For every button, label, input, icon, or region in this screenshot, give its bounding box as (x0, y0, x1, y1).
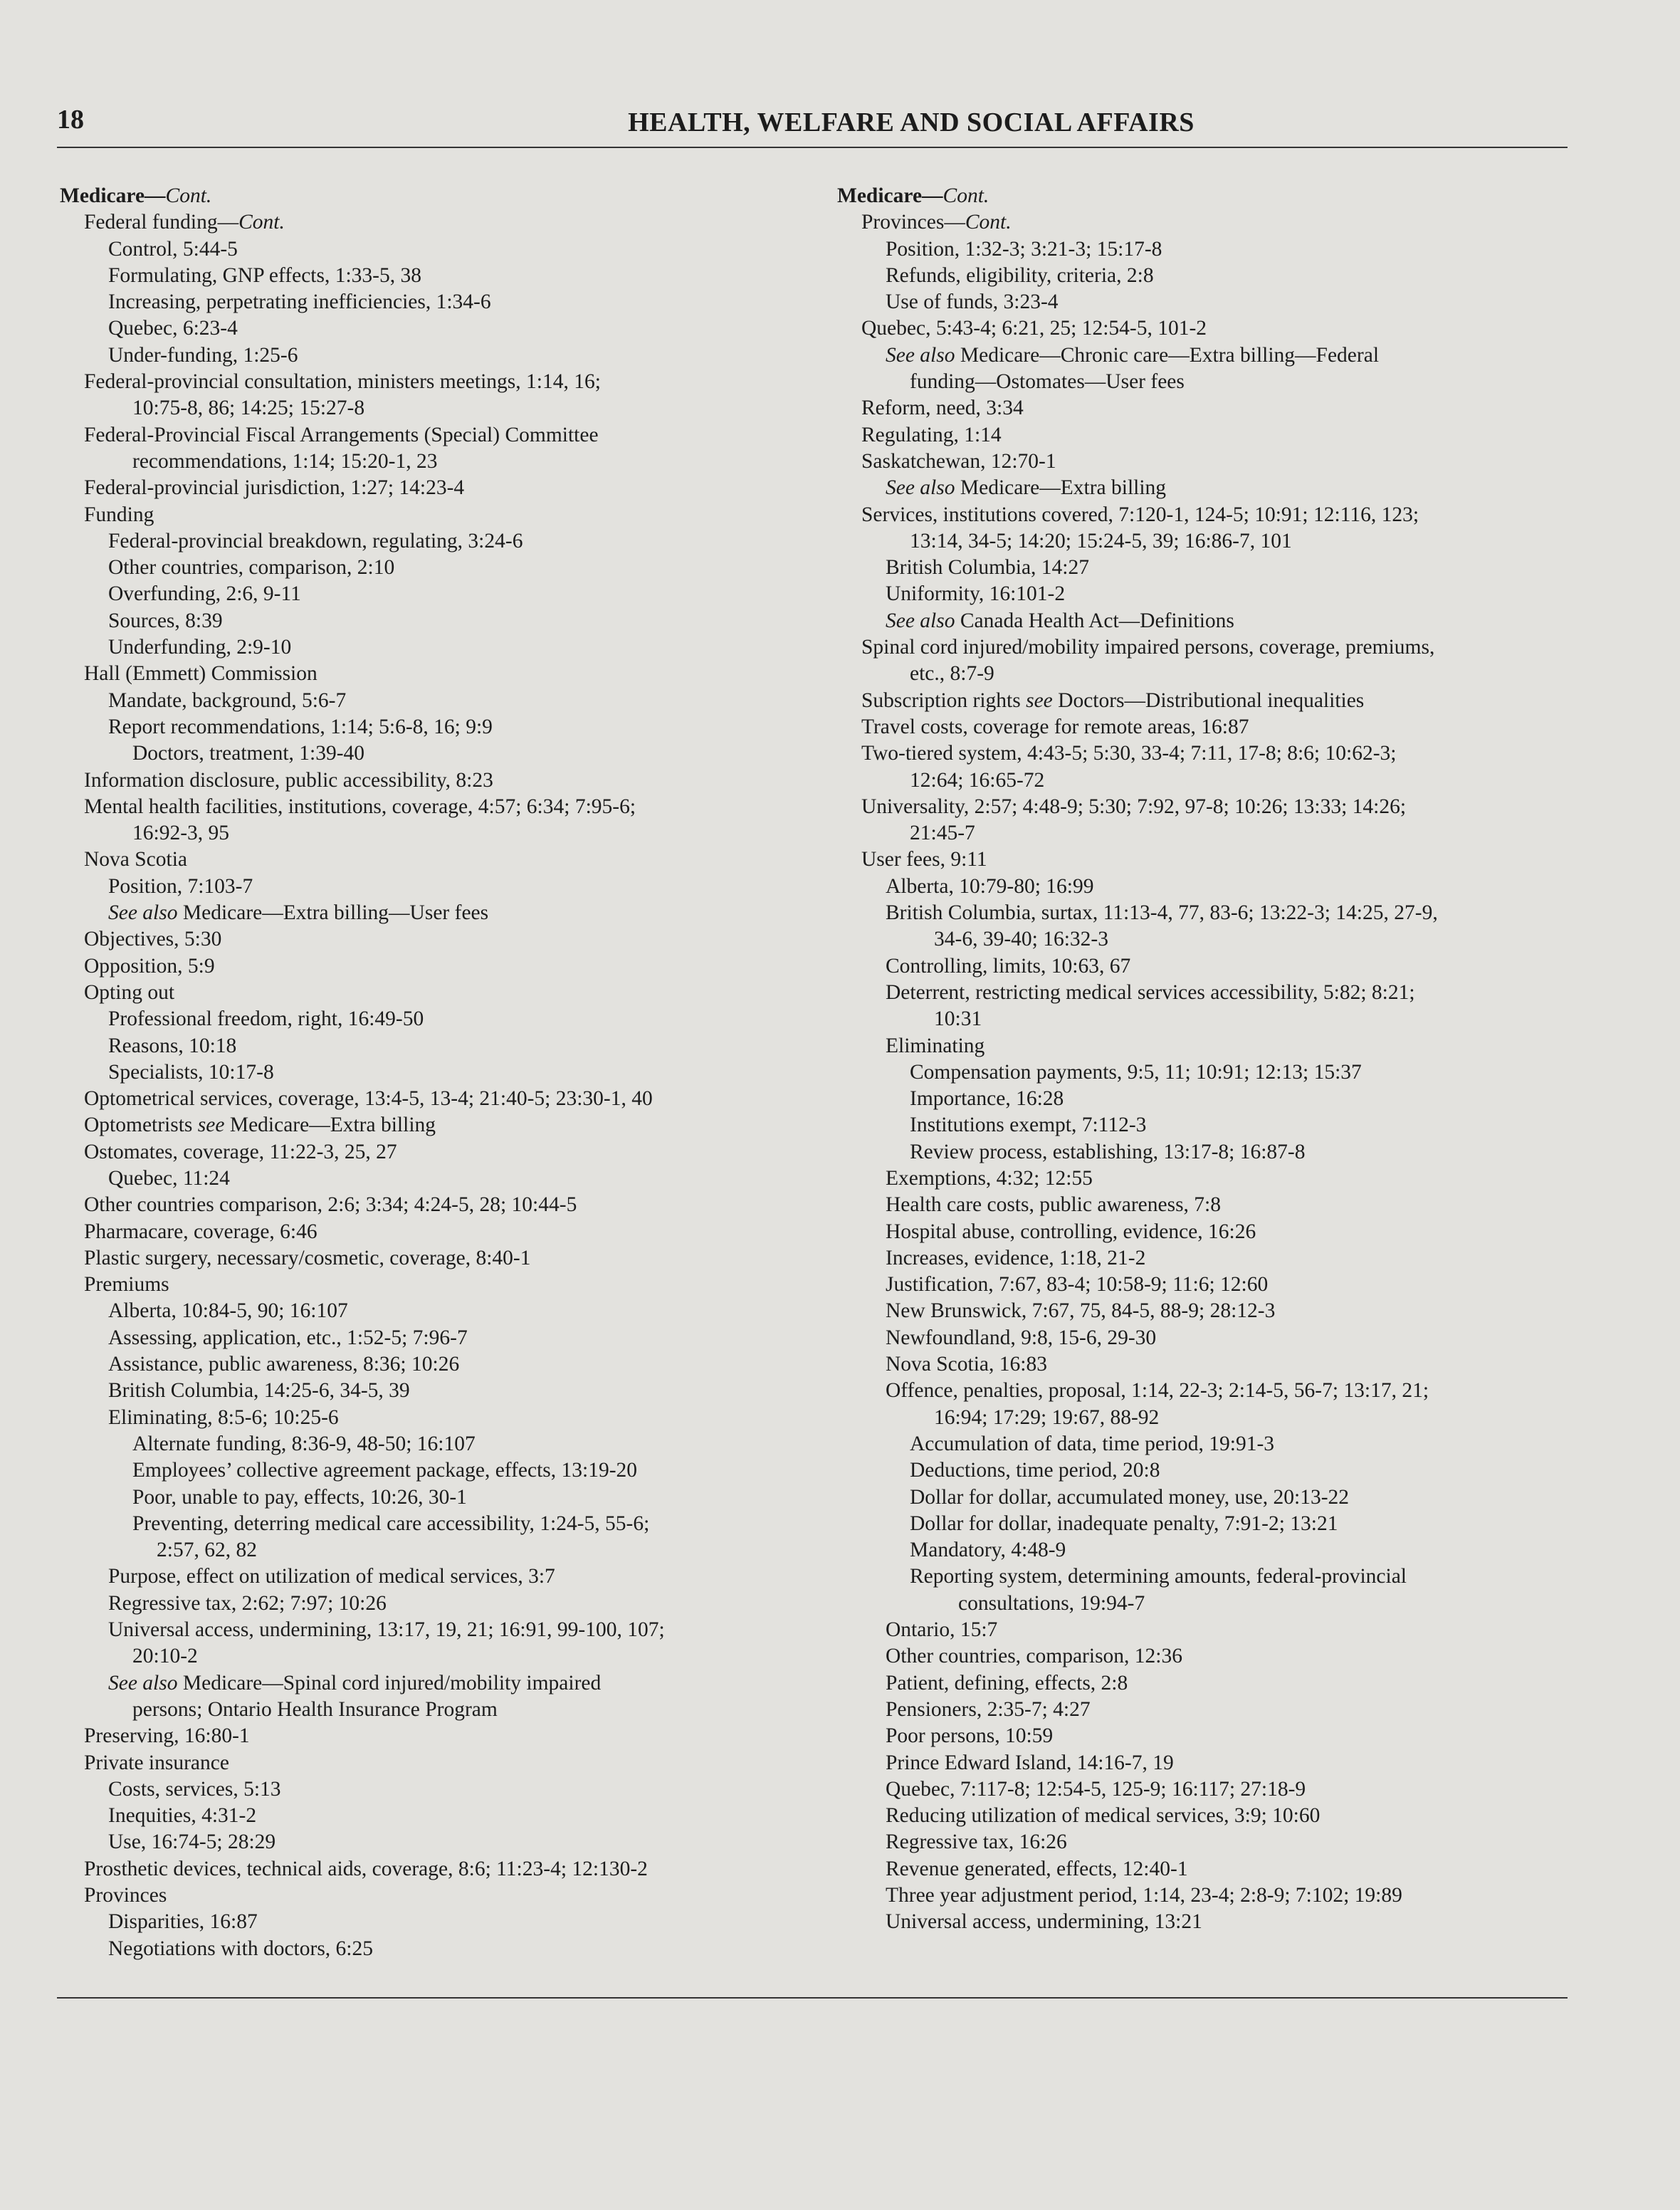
index-entry-text: Reasons, 10:18 (108, 1034, 237, 1057)
index-entry-text: Objectives, 5:30 (84, 928, 222, 951)
index-entry (60, 1617, 821, 1643)
index-entry (60, 794, 821, 820)
index-entry (60, 1431, 821, 1457)
index-entry (60, 1245, 821, 1272)
index-entry-text: Medicare—Extra billing (955, 476, 1167, 500)
index-entry-text: Federal funding— (84, 211, 239, 234)
index-entry (837, 1325, 1570, 1351)
index-entry (60, 555, 821, 581)
index-entry (837, 1219, 1570, 1245)
index-entry (837, 1351, 1570, 1378)
index-entry-text: Increasing, perpetrating inefficiencies, 1:34-6 (108, 290, 491, 314)
index-entry-text: Mandatory, 4:48-9 (910, 1539, 1066, 1562)
index-entry-text: Poor persons, 10:59 (886, 1724, 1054, 1748)
index-entry-text: User fees, 9:11 (861, 848, 987, 871)
index-entry (60, 342, 821, 369)
index-entry (837, 1139, 1570, 1166)
index-entry-text: Opposition, 5:9 (84, 954, 215, 978)
index-entry-text: Other countries, comparison, 12:36 (886, 1645, 1183, 1668)
index-entry-text: Reporting system, determining amounts, federal-provincial (910, 1565, 1407, 1588)
index-entry (837, 1697, 1570, 1723)
index-entry-text: Alberta, 10:79-80; 16:99 (886, 874, 1094, 898)
index-entry-text: Canada Health Act—Definitions (955, 609, 1234, 632)
index-entry (60, 1670, 821, 1697)
index-entry-text: Formulating, GNP effects, 1:33-5, 38 (108, 263, 421, 287)
index-entry-text: Universal access, undermining, 13:17, 19, 21; 16:91, 99-100, 107; (108, 1618, 665, 1642)
index-entry-text: Under-funding, 1:25-6 (108, 343, 298, 367)
index-entry-text: Position, 1:32-3; 3:21-3; 15:17-8 (886, 237, 1162, 261)
index-entry-text: Medicare—Chronic care—Extra billing—Federal (955, 343, 1380, 367)
index-entry-text: consultations, 19:94-7 (958, 1591, 1145, 1615)
index-entry-text: Patient, defining, effects, 2:8 (886, 1671, 1128, 1695)
index-column-right (837, 183, 1570, 1936)
index-entry (837, 236, 1570, 263)
index-entry-text: Professional freedom, right, 16:49-50 (108, 1007, 424, 1031)
index-entry-text: Universality, 2:57; 4:48-9; 5:30; 7:92, 97-8; 10:26; 13:33; 14:26; (861, 795, 1407, 818)
index-entry-text: Ostomates, coverage, 11:22-3, 25, 27 (84, 1140, 397, 1163)
index-entry (60, 1033, 821, 1059)
index-entry (837, 369, 1570, 395)
index-entry-text: Refunds, eligibility, criteria, 2:8 (886, 263, 1154, 287)
index-entry (60, 1750, 821, 1776)
index-entry-text: Eliminating, 8:5-6; 10:25-6 (108, 1405, 339, 1429)
index-entry (60, 980, 821, 1006)
index-entry (837, 1405, 1570, 1431)
index-entry-text: Report recommendations, 1:14; 5:6-8, 16; 9:9 (108, 715, 493, 738)
index-entry-text: Uniformity, 16:101-2 (886, 582, 1066, 606)
index-entry (60, 1139, 821, 1166)
index-entry (60, 1405, 821, 1431)
index-entry (837, 1511, 1570, 1537)
index-heading (837, 183, 1570, 209)
index-entry-text: Assistance, public awareness, 8:36; 10:26 (108, 1353, 460, 1376)
index-entry-text: Disparities, 16:87 (108, 1910, 258, 1934)
index-entry-text: Premiums (84, 1273, 169, 1297)
index-entry (60, 1112, 821, 1138)
index-entry (60, 1166, 821, 1192)
index-entry-bold: Medicare (837, 184, 923, 207)
index-entry-text: Travel costs, coverage for remote areas, 16:87 (861, 715, 1249, 738)
index-entry (60, 528, 821, 555)
index-entry-text: Other countries, comparison, 2:10 (108, 556, 395, 580)
index-entry-text: Preventing, deterring medical care accessibility, 1:24-5, 55-6; (132, 1512, 650, 1535)
index-entry-text: Doctors—Distributional inequalities (1052, 688, 1365, 712)
index-entry (837, 1378, 1570, 1404)
index-entry (60, 953, 821, 980)
index-entry-text: 34-6, 39-40; 16:32-3 (934, 928, 1108, 951)
index-entry-text: Costs, services, 5:13 (108, 1777, 281, 1801)
index-entry-text: Assessing, application, etc., 1:52-5; 7:96-7 (108, 1326, 468, 1349)
index-entry (60, 475, 821, 501)
index-entry (60, 1591, 821, 1617)
index-entry-text: Medicare—Extra billing (224, 1114, 436, 1137)
index-entry (60, 1803, 821, 1829)
index-heading (60, 183, 821, 209)
index-entry-text: Quebec, 11:24 (108, 1166, 230, 1190)
index-entry-text: Offence, penalties, proposal, 1:14, 22-3; 2:14-5, 56-7; 13:17, 21; (886, 1379, 1429, 1403)
index-entry-text: Eliminating (886, 1034, 985, 1057)
index-entry (837, 395, 1570, 421)
index-entry (60, 1351, 821, 1378)
index-entry-text: Institutions exempt, 7:112-3 (910, 1114, 1147, 1137)
index-entry-text: Revenue generated, effects, 12:40-1 (886, 1857, 1188, 1880)
index-entry-text: Other countries comparison, 2:6; 3:34; 4:24-5, 28; 10:44-5 (84, 1193, 577, 1217)
index-entry-text: Two-tiered system, 4:43-5; 5:30, 33-4; 7:11, 17-8; 8:6; 10:62-3; (861, 742, 1397, 765)
index-entry (837, 1484, 1570, 1511)
index-entry-text: 12:64; 16:65-72 (910, 768, 1045, 792)
index-entry-text: Sources, 8:39 (108, 609, 223, 632)
index-entry (837, 555, 1570, 581)
index-entry-text: Nova Scotia, 16:83 (886, 1353, 1047, 1376)
index-entry (60, 900, 821, 926)
index-entry (60, 236, 821, 263)
index-entry (60, 1192, 821, 1218)
index-entry-text: Position, 7:103-7 (108, 874, 253, 898)
index-entry-text: Alberta, 10:84-5, 90; 16:107 (108, 1299, 348, 1323)
index-entry-italic: see (1026, 688, 1053, 712)
running-head: HEALTH, WELFARE AND SOCIAL AFFAIRS (628, 108, 1195, 137)
index-entry-text: Reform, need, 3:34 (861, 397, 1024, 420)
index-entry (60, 1059, 821, 1086)
index-entry (837, 209, 1570, 236)
index-entry-text: Poor, unable to pay, effects, 10:26, 30-1 (132, 1485, 467, 1509)
index-entry (60, 740, 821, 767)
index-entry-text: Regressive tax, 16:26 (886, 1831, 1067, 1854)
index-entry (60, 1829, 821, 1855)
index-entry-text: New Brunswick, 7:67, 75, 84-5, 88-9; 28:12-3 (886, 1299, 1276, 1323)
index-entry (837, 528, 1570, 555)
index-entry-text: Optometrists (84, 1114, 198, 1137)
index-entry (837, 263, 1570, 289)
index-entry (60, 1882, 821, 1909)
index-entry (837, 422, 1570, 449)
index-entry-text: Federal-provincial consultation, ministers meetings, 1:14, 16; (84, 370, 601, 394)
index-entry-text: Newfoundland, 9:8, 15-6, 29-30 (886, 1326, 1157, 1349)
index-entry (60, 1086, 821, 1112)
index-entry (837, 900, 1570, 926)
index-entry (837, 502, 1570, 528)
index-entry (837, 874, 1570, 900)
index-entry-italic: see (197, 1114, 225, 1137)
index-entry-text: Alternate funding, 8:36-9, 48-50; 16:107 (132, 1432, 476, 1455)
index-entry (60, 847, 821, 873)
index-entry-text: 16:94; 17:29; 19:67, 88-92 (934, 1405, 1160, 1429)
index-entry-text: 13:14, 34-5; 14:20; 15:24-5, 39; 16:86-7, 101 (910, 529, 1292, 552)
index-entry-italic: Cont. (238, 211, 285, 234)
index-entry-text: Control, 5:44-5 (108, 237, 238, 261)
footer-rule (57, 1997, 1568, 1999)
index-entry-text: Prosthetic devices, technical aids, coverage, 8:6; 11:23-4; 12:130-2 (84, 1857, 648, 1880)
index-entry (837, 581, 1570, 607)
index-entry-italic: Cont. (965, 211, 1012, 234)
index-entry (60, 1936, 821, 1962)
index-entry (60, 1511, 821, 1537)
index-entry-text: Medicare—Extra billing—User fees (177, 901, 489, 925)
index-entry (60, 661, 821, 687)
index-entry (60, 608, 821, 634)
index-entry (837, 289, 1570, 315)
index-entry-text: Regulating, 1:14 (861, 423, 1002, 446)
index-entry-text: Federal-provincial jurisdiction, 1:27; 14:23-4 (84, 476, 465, 500)
index-entry (837, 1723, 1570, 1749)
index-entry (837, 1643, 1570, 1670)
index-entry-text: British Columbia, surtax, 11:13-4, 77, 83-6; 13:22-3; 14:25, 27-9, (886, 901, 1438, 925)
index-entry-text: Increases, evidence, 1:18, 21-2 (886, 1246, 1146, 1269)
index-entry (837, 1564, 1570, 1590)
index-entry-text: Mental health facilities, institutions, coverage, 4:57; 6:34; 7:95-6; (84, 795, 636, 818)
index-entry-text: Overfunding, 2:6, 9-11 (108, 582, 301, 606)
index-entry (60, 263, 821, 289)
index-entry-text: Compensation payments, 9:5, 11; 10:91; 12:13; 15:37 (910, 1060, 1362, 1084)
index-entry (60, 1006, 821, 1032)
index-entry-text: Exemptions, 4:32; 12:55 (886, 1166, 1093, 1190)
index-entry (60, 1537, 821, 1564)
index-entry-text: Specialists, 10:17-8 (108, 1060, 274, 1084)
index-entry-text: Justification, 7:67, 83-4; 10:58-9; 11:6; 12:60 (886, 1273, 1269, 1297)
index-entry (60, 926, 821, 953)
index-entry-text: Hospital abuse, controlling, evidence, 16:26 (886, 1220, 1256, 1243)
index-entry-text: Three year adjustment period, 1:14, 23-4; 2:8-9; 7:102; 19:89 (886, 1884, 1402, 1907)
index-entry (837, 768, 1570, 794)
index-entry-text: Use, 16:74-5; 28:29 (108, 1831, 276, 1854)
index-entry (837, 1856, 1570, 1882)
index-entry (837, 980, 1570, 1006)
index-entry (60, 502, 821, 528)
index-entry-text: Universal access, undermining, 13:21 (886, 1910, 1202, 1934)
index-entry-text: British Columbia, 14:25-6, 34-5, 39 (108, 1379, 410, 1403)
page-number: 18 (57, 105, 84, 135)
index-entry-text: Health care costs, public awareness, 7:8 (886, 1193, 1222, 1217)
index-entry (60, 1272, 821, 1298)
index-entry (60, 395, 821, 421)
index-entry-text: Saskatchewan, 12:70-1 (861, 449, 1056, 473)
index-entry-text: Preserving, 16:80-1 (84, 1724, 250, 1748)
index-entry (837, 1272, 1570, 1298)
index-entry-italic: See also (886, 343, 955, 367)
index-entry (60, 1325, 821, 1351)
index-entry (60, 581, 821, 607)
index-entry-italic: Cont. (943, 184, 989, 207)
index-entry (837, 1803, 1570, 1829)
index-entry-text: 10:31 (934, 1007, 982, 1031)
index-entry-text: Deterrent, restricting medical services accessibility, 5:82; 8:21; (886, 980, 1415, 1004)
index-entry-italic: See also (886, 476, 955, 500)
index-entry (60, 369, 821, 395)
index-entry-text: Services, institutions covered, 7:120-1, 124-5; 10:91; 12:116, 123; (861, 503, 1419, 526)
index-entry-text: Reducing utilization of medical services, 3:9; 10:60 (886, 1804, 1321, 1828)
index-entry (60, 1219, 821, 1245)
index-entry-text: 20:10-2 (132, 1645, 198, 1668)
index-entry-text: Prince Edward Island, 14:16-7, 19 (886, 1751, 1174, 1774)
index-entry (60, 1776, 821, 1803)
index-entry-text: Quebec, 5:43-4; 6:21, 25; 12:54-5, 101-2 (861, 317, 1207, 340)
index-entry-text: Provinces (84, 1884, 167, 1907)
index-entry-text: Mandate, background, 5:6-7 (108, 688, 347, 712)
index-entry-text: Employees’ collective agreement package, effects, 13:19-20 (132, 1459, 638, 1482)
index-entry (837, 1909, 1570, 1935)
index-entry-text: Review process, establishing, 13:17-8; 16:87-8 (910, 1140, 1306, 1163)
index-entry (60, 1298, 821, 1324)
index-entry (837, 820, 1570, 847)
index-entry (837, 1670, 1570, 1697)
index-entry-text: Dollar for dollar, inadequate penalty, 7:91-2; 13:21 (910, 1512, 1338, 1535)
index-entry (60, 874, 821, 900)
index-entry-text: Deductions, time period, 20:8 (910, 1459, 1160, 1482)
index-entry-text: Spinal cord injured/mobility impaired persons, coverage, premiums, (861, 636, 1435, 659)
index-entry-text: Controlling, limits, 10:63, 67 (886, 954, 1131, 978)
index-entry-text: 2:57, 62, 82 (157, 1539, 257, 1562)
index-entry (837, 1882, 1570, 1909)
index-entry-text: Underfunding, 2:9-10 (108, 636, 292, 659)
index-entry (837, 1298, 1570, 1324)
index-entry-text: Regressive tax, 2:62; 7:97; 10:26 (108, 1591, 387, 1615)
index-entry (837, 1617, 1570, 1643)
index-entry (60, 289, 821, 315)
index-entry-italic: See also (886, 609, 955, 632)
index-entry-text: Opting out (84, 980, 175, 1004)
index-entry-text: funding—Ostomates—User fees (910, 370, 1185, 394)
index-entry (60, 714, 821, 740)
index-entry (837, 1750, 1570, 1776)
index-entry (837, 449, 1570, 475)
index-entry (60, 449, 821, 475)
index-entry-italic: Cont. (165, 184, 212, 207)
index-entry-text: Negotiations with doctors, 6:25 (108, 1937, 373, 1960)
index-entry (837, 1431, 1570, 1457)
index-entry (837, 740, 1570, 767)
index-entry (837, 1006, 1570, 1032)
index-column-left (60, 183, 821, 1962)
index-entry (60, 820, 821, 847)
index-entry (60, 1484, 821, 1511)
index-entry-text: Quebec, 7:117-8; 12:54-5, 125-9; 16:117; 27:18-9 (886, 1777, 1306, 1801)
index-entry (60, 1643, 821, 1670)
index-entry-text: Federal-provincial breakdown, regulating, 3:24-6 (108, 529, 523, 552)
index-entry (837, 1112, 1570, 1138)
index-entry-text: Use of funds, 3:23-4 (886, 290, 1059, 314)
index-entry (60, 1564, 821, 1590)
index-entry-text: Inequities, 4:31-2 (108, 1804, 257, 1828)
index-entry-text: Quebec, 6:23-4 (108, 317, 238, 340)
index-entry-bold: — (145, 184, 166, 207)
index-entry-text: Importance, 16:28 (910, 1087, 1064, 1111)
index-entry-bold: — (922, 184, 943, 207)
index-entry (837, 315, 1570, 342)
index-entry (60, 1856, 821, 1882)
index-entry (837, 1591, 1570, 1617)
index-entry (837, 1033, 1570, 1059)
index-entry-text: Pensioners, 2:35-7; 4:27 (886, 1697, 1091, 1721)
index-entry-text: Private insurance (84, 1751, 229, 1774)
index-entry (837, 1086, 1570, 1112)
index-entry-text: Subscription rights (861, 688, 1027, 712)
index-entry (60, 1378, 821, 1404)
index-entry (60, 209, 821, 236)
index-entry (837, 1829, 1570, 1855)
index-entry-text: Federal-Provincial Fiscal Arrangements (Special) Committee (84, 423, 599, 446)
index-entry (837, 847, 1570, 873)
index-entry-text: 10:75-8, 86; 14:25; 15:27-8 (132, 397, 365, 420)
index-entry (60, 422, 821, 449)
index-entry-text: Medicare—Spinal cord injured/mobility impaired (177, 1671, 602, 1695)
index-entry-text: Nova Scotia (84, 848, 188, 871)
index-entry-text: Plastic surgery, necessary/cosmetic, coverage, 8:40-1 (84, 1246, 531, 1269)
index-entry-text: Dollar for dollar, accumulated money, use, 20:13-22 (910, 1485, 1350, 1509)
index-entry-text: Purpose, effect on utilization of medical services, 3:7 (108, 1565, 555, 1588)
index-entry (837, 1192, 1570, 1218)
index-entry (837, 342, 1570, 369)
index-entry-italic: See also (108, 901, 178, 925)
index-entry (837, 1776, 1570, 1803)
index-entry (837, 794, 1570, 820)
index-entry-text: Provinces— (861, 211, 965, 234)
index-entry-text: Funding (84, 503, 154, 526)
index-entry-text: Ontario, 15:7 (886, 1618, 998, 1642)
index-entry-text: etc., 8:7-9 (910, 662, 994, 686)
index-entry (837, 953, 1570, 980)
index-entry (837, 926, 1570, 953)
index-entry-bold: Medicare (60, 184, 145, 207)
index-entry (837, 475, 1570, 501)
index-entry-italic: See also (108, 1671, 178, 1695)
index-entry (60, 1457, 821, 1484)
index-entry-text: Hall (Emmett) Commission (84, 662, 317, 686)
index-entry-text: 16:92-3, 95 (132, 822, 230, 845)
index-entry (837, 1059, 1570, 1086)
index-entry (837, 1457, 1570, 1484)
index-entry (60, 1909, 821, 1935)
header-rule (57, 147, 1568, 148)
index-entry-text: 21:45-7 (910, 822, 975, 845)
index-entry (837, 634, 1570, 661)
index-entry-text: recommendations, 1:14; 15:20-1, 23 (132, 449, 438, 473)
index-entry (60, 768, 821, 794)
index-entry (837, 1245, 1570, 1272)
index-entry-text: Doctors, treatment, 1:39-40 (132, 742, 365, 765)
index-entry-text: British Columbia, 14:27 (886, 556, 1089, 580)
index-entry (837, 1537, 1570, 1564)
index-entry (60, 315, 821, 342)
index-entry-text: Optometrical services, coverage, 13:4-5, 13-4; 21:40-5; 23:30-1, 40 (84, 1087, 653, 1111)
index-entry-text: Pharmacare, coverage, 6:46 (84, 1220, 317, 1243)
index-entry (837, 661, 1570, 687)
index-entry (837, 714, 1570, 740)
index-entry (837, 688, 1570, 714)
index-entry (60, 1697, 821, 1723)
index-entry-text: Accumulation of data, time period, 19:91-3 (910, 1432, 1275, 1455)
index-entry (60, 688, 821, 714)
index-entry-text: persons; Ontario Health Insurance Program (132, 1697, 498, 1721)
index-entry (60, 634, 821, 661)
index-entry (60, 1723, 821, 1749)
index-entry-text: Information disclosure, public accessibility, 8:23 (84, 768, 493, 792)
index-entry (837, 608, 1570, 634)
index-entry (837, 1166, 1570, 1192)
